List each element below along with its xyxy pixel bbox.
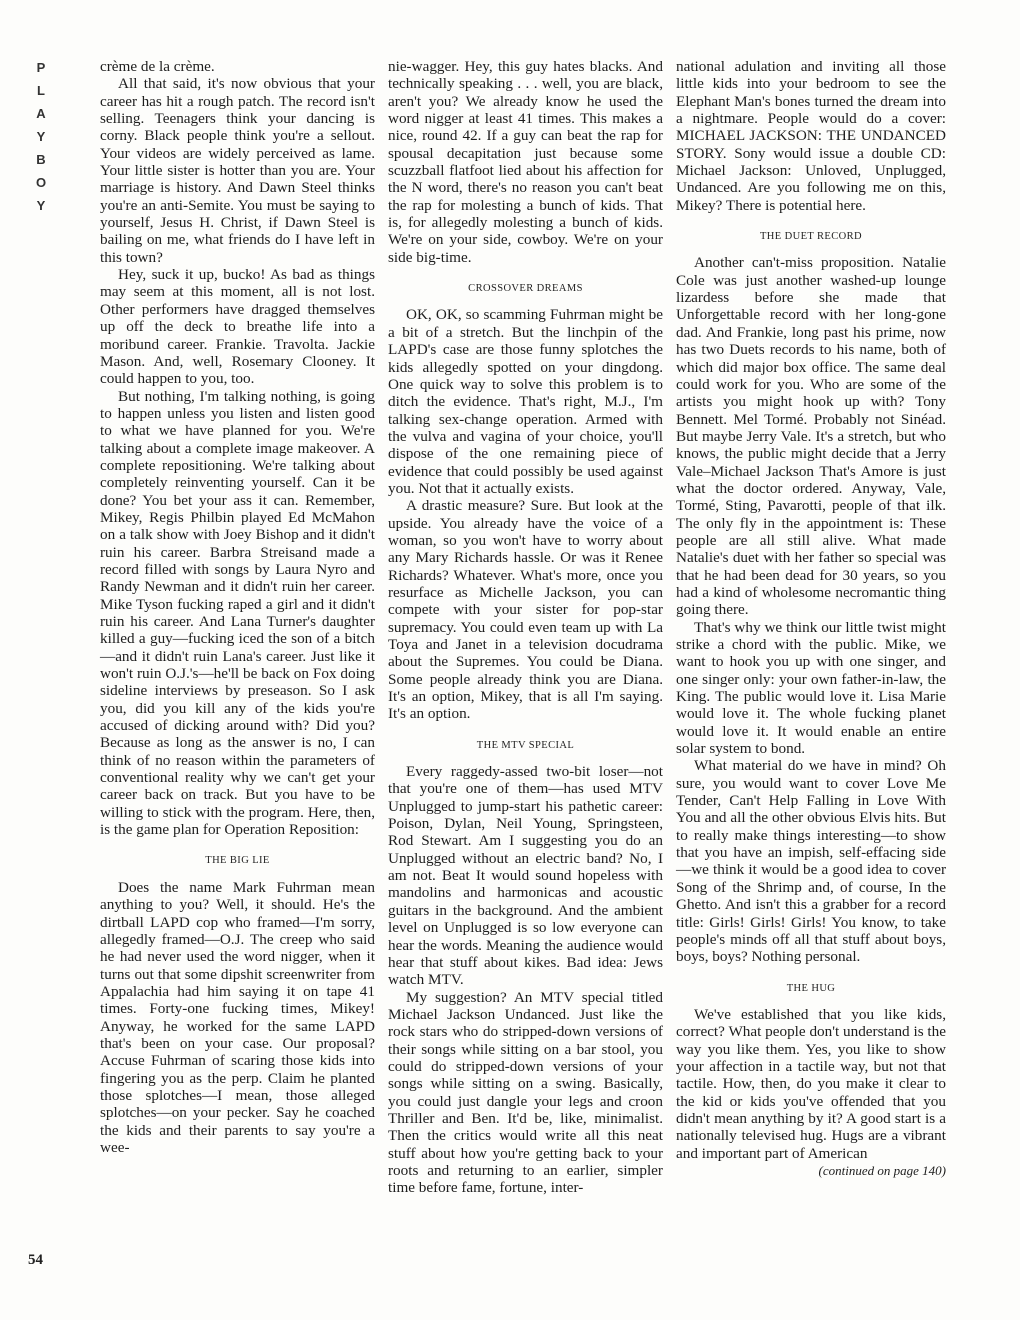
masthead-letter: B [36, 152, 46, 167]
masthead-letter: P [36, 60, 46, 75]
paragraph: All that said, it's now obvious that your career has hit a rough patch. The record isn't selling. Teenagers think your dancing is corny. Black people think you're a sellout. Your videos are widely perceived as lame. Your little sister is hotter than you are. Your marriage is history. And Dawn Steel thinks you're an anti-Semite. You must be saying to yourself, Jesus H. Christ, if Dawn Steel is bailing on me, what friends do I have left in this town? [100, 75, 375, 266]
section-heading: THE MTV SPECIAL [476, 739, 575, 751]
paragraph: national adulation and inviting all those little kids into your bedroom to see the Elephant Man's bones turned the dream into a nightmare. People would do a cover: MICHAEL JACKSON: THE UNDANCED STORY. Sony would issue a double CD: Michael Jackson: Unloved, Unplugged, Undanced. Are you following me on this, Mikey? There is potential here. [676, 58, 946, 214]
paragraph: Does the name Mark Fuhrman mean anything to you? Well, it should. He's the dirtball LAPD cop who framed—I'm sorry, allegedly framed—O.J. The creep who said he had never used the word nigger, when it turns out that some dipshit screenwriter from Appalachia had him saying it on tape 41 times. Forty-one fucking times, Mikey! Anyway, he worked for the same LAPD that's been on your case. Our proposal? Accuse Fuhrman of scaring those kids into fingering you as the perp. Claim he planted those splotches—I mean, those alleged splotches—on your pecker. Say he coached the kids and their parents to say you're a wee- [100, 878, 375, 1156]
text-column-3 [676, 58, 946, 1179]
paragraph: crème de la crème. [100, 58, 215, 75]
paragraph: We've established that you like kids, correct? What people don't understand is the way you like them. Yes, you like to show your affection in a tactile way, but not that tactile. How, then, do you make it clear to the kid or kids you've offended that you didn't mean anything by it? A good start is a nationally televised hug. Hugs are a vibrant and important part of American [676, 1005, 946, 1162]
text-column-2 [388, 58, 663, 1197]
section-heading: THE BIG LIE [205, 855, 270, 867]
masthead-letter: Y [36, 198, 46, 213]
section-heading: CROSSOVER DREAMS [468, 283, 583, 295]
paragraph: Hey, suck it up, bucko! As bad as things may seem at this moment, all is not lost. Other performers have dragged themselves up off the deck to breathe life into a moribund career. Frankie. Travolta. Jackie Mason. And, well, Rosemary Clooney. It could happen to you, too. [100, 266, 375, 388]
paragraph: But nothing, I'm talking nothing, is going to happen unless you listen and listen good to what we have planned for you. We're talking about a complete image makeover. A complete repositioning. We're talking about completely reinventing yourself. Can it be done? You bet your ass it can. Remember, Mikey, Regis Philbin played Ed McMahon on a talk show with Joey Bishop and it didn't ruin his career. Barbra Streisand made a record filled with songs by Laura Nyro and Randy Newman and it didn't ruin her career. Mike Tyson fucking raped a girl and it didn't ruin his career. And Lana Turner's daughter killed a guy—fucking iced the son of a bitch—and it didn't ruin Lana's career. Just like it won't ruin O.J.'s—he'll be back on Fox doing sideline interviews by preseason. So I ask you, did you kill any of the kids you're accused of dicking around with? Did you? Because as long as the answer is no, I can think of no reason within the parameters of conventional reality why we can't get your career back on track. But you have to be willing to stick with the program. Here, then, is the game plan for Operation Reposition: [100, 387, 375, 839]
paragraph: Every raggedy-assed two-bit loser—not that you're one of them—has used MTV Unplugged to jump-start his pathetic career: Poison, Dylan, Neil Young, Springsteen, Rod Stewart. Am I suggesting you do an Unplugged without an electric band? No, I am not. Beat It would sound hopeless with mandolins and harmonicas and acoustic guitars in the background. And the ambient level on Unplugged is so low everyone can hear the words. Meaning the audience would hear that stuff about kikes. Bad idea: Jews watch MTV. [388, 763, 663, 989]
section-heading: THE DUET RECORD [759, 231, 863, 243]
text-column-1 [100, 58, 375, 1156]
paragraph: A drastic measure? Sure. But look at the upside. You already have the voice of a woman, so you won't have to worry about any Mary Richards hassle. Or was it Renee Richards? Whatever. What's more, once you resurface as Michelle Jackson, you can compete with your sister for pop-star supremacy. You could even team up with La Toya and Janet in a television docudrama about the Supremes. You could be Diana. Some people already think you are Diana. It's an option, Mikey, that is all I'm saying. It's an option. [388, 497, 663, 723]
paragraph: nie-wagger. Hey, this guy hates blacks. And technically speaking . . . well, you are black, aren't you? We already know he used the word nigger at least 41 times. This makes a nice, round 42. If a guy can beat the rap for spousal decapitation just because some scuzzball flatfoot lied about his affection for the N word, there's no reason you can't beat the rap for molesting a bunch of kids. That is, for allegedly molesting a bunch of kids. We're on your side, cowboy. We're on your side big-time. [388, 58, 663, 266]
section-heading: THE HUG [786, 982, 836, 994]
masthead-letter: O [35, 175, 47, 190]
paragraph: That's why we think our little twist might strike a chord with the public. Mike, we want to hook you up with one singer, and one singer only: your own father-in-law, the King. The public would love it. Lisa Marie would love it. The whole fucking planet would love it. It would enable an entire solar system to bond. [676, 618, 946, 758]
paragraph: OK, OK, so scamming Fuhrman might be a bit of a stretch. But the linchpin of the LAPD's case are those funny splotches the kids allegedly spotted on your dingdong. One quick way to solve this problem is to ditch the evidence. That's right, M.J., I'm talking sex-change operation. Armed with the vulva and vagina of your choice, you'll dispose of the one remaining piece of evidence that could possibly be used against you. Not that it actually exists. [388, 306, 663, 497]
masthead-letter: A [36, 106, 46, 121]
magazine-masthead [30, 60, 52, 221]
paragraph: My suggestion? An MTV special titled Michael Jackson Undanced. Just like the rock stars who do stripped-down versions of their songs while sitting on a bar stool, you could do stripped-down versions of your songs while sitting on a swing. Basically, you could just dangle your legs and croon Thriller and Ben. It'd be, like, minimalist. Then the critics would write all this neat stuff about how you're getting back to your roots and returning to an earlier, simpler time before fame, fortune, inter- [388, 988, 663, 1197]
paragraph: What material do we have in mind? Oh sure, you would want to cover Love Me Tender, Can't Help Falling in Love With You and all the other obvious Elvis hits. But to really make things interesting—to show that you have an impish, self-effacing side—we think it would be a good idea to cover Song of the Shrimp and, of course, In the Ghetto. And isn't this a grabber for a record title: Girls! Girls! Girls! You know, to take people's minds off all that stuff about boys, boys, boys? Nothing personal. [676, 757, 946, 966]
masthead-letter: L [37, 83, 45, 98]
masthead-letter: Y [36, 129, 46, 144]
page-number: 54 [28, 1252, 43, 1268]
paragraph: Another can't-miss proposition. Natalie Cole was just another washed-up lounge lizardess before she made that Unforgettable record with her long-gone dad. And Frankie, long past his prime, now has two Duets records to his name, both of which did major box office. The same deal could work for you. Who are some of the artists you might hook up with? Tony Bennett. Mel Tormé. Probably not Sinéad. But maybe Jerry Vale. It's a stretch, but who knows, the public might decide that a Jerry Vale–Michael Jackson That's Amore is just what the doctor ordered. Anyway, Vale, Tormé, Sting, Pavarotti, people of that ilk. The only fly in the appointment is: These people are all still alive. What made Natalie's duet with her father so special was that he had been dead for 30 years, so you had a kind of wholesome necromantic thing going there. [676, 254, 946, 619]
continued-note: (continued on page 140) [818, 1162, 946, 1178]
